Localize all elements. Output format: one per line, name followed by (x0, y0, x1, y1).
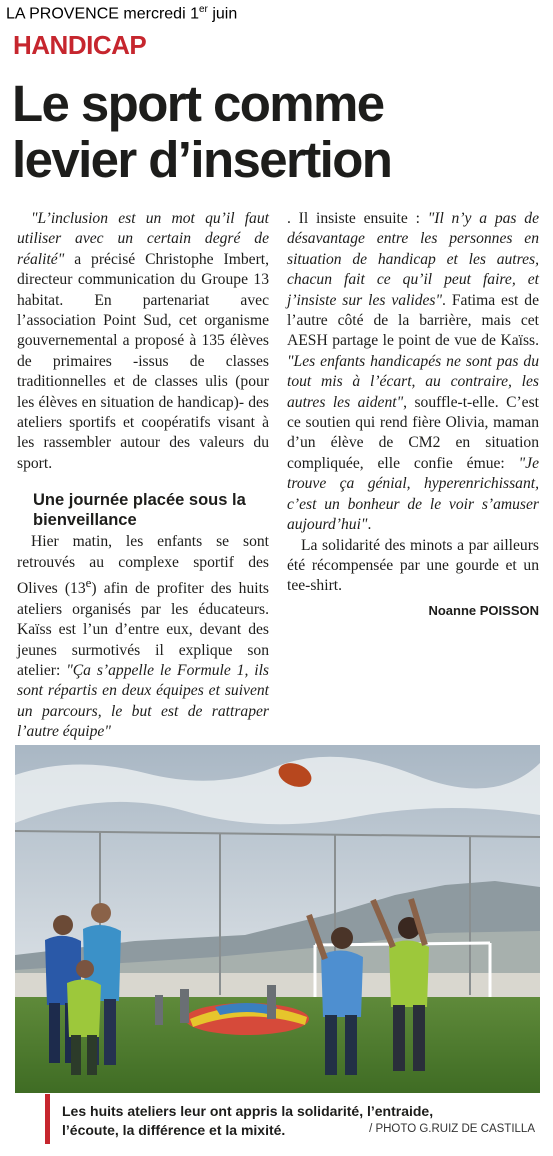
photo-illustration (15, 745, 540, 1093)
paragraph-2-text-d: . Fatima est de l’autre côté de la barrière, mais cet AESH partage le point de vue de Kaïss. (287, 291, 539, 350)
article-paragraph-3: La solidarité des minots a par ailleurs été récompensée par une gourde et un tee-shirt. (287, 536, 539, 595)
paragraph-2-text-a: Hier matin, les enfants se sont retrouvés au complexe sportif des Olives (13 (17, 533, 269, 598)
headline-line-2: levier d’insertion (12, 131, 392, 188)
article-subhead: Une journée placée sous la bienveillance (33, 491, 246, 530)
article-paragraph-1 (17, 209, 269, 474)
newspaper-name: LA PROVENCE (6, 5, 119, 23)
headline-line-1: Le sport comme (12, 75, 384, 132)
date-month: juin (212, 5, 238, 23)
photo-credit: / PHOTO G.RUIZ DE CASTILLA (369, 1123, 535, 1135)
date-text: mercredi 1 (123, 5, 199, 23)
paragraph-2-text-e: , souffle-t-elle. C’est ce soutien qui rend fière Olivia, maman d’un élève de CM2 en situation compliquée, elle confie émue: (287, 393, 539, 472)
section-rubric: HANDICAP (13, 30, 147, 60)
paragraph-2-text-b: ) afin de profiter des huits ateliers organisés par les éducateurs. Kaïss est l’un d’entre eux, devant des jeunes surmotivés il explique son atelier: (17, 580, 269, 679)
paragraph-2-text-c: . Il insiste ensuite : (287, 210, 428, 227)
article-column-right (287, 209, 539, 621)
quote-inclusion: "L’inclusion est un mot qu’il faut utiliser avec un certain degré de réalité" (17, 210, 269, 268)
caption-accent-bar (45, 1094, 50, 1144)
photo-caption: Les huits ateliers leur ont appris la solidarité, l’entraide, l’écoute, la différence et la mixité. (62, 1103, 434, 1138)
paragraph-1-text: a précisé Christophe Imbert, directeur communication du Groupe 13 habitat. En partenariat avec l’association Point Sud, cet organisme gouvernemental a proposé à 135 élèves de primaires -issus de classes traditionnelles et de classes ulis (pour les élèves en situation de handicap)- des ateliers sportifs et coopératifs visant à les rassembler autour des valeurs du sport. (17, 250, 269, 472)
article-photo (15, 745, 540, 1093)
article-byline: Noanne POISSON (428, 602, 539, 618)
quote-desavantage: "Il n’y a pas de désavantage entre les personnes en situation de handicap et les autres, chacun fait ce qu’il peut faire, et j’insiste sur les valides" (287, 210, 539, 309)
date-ordinal: er (198, 4, 208, 15)
article-paragraph-2-start (17, 532, 269, 742)
quote-enfants: "Les enfants handicapés ne sont pas du tout mis à l’écart, au contraire, les autres les aident" (287, 352, 539, 411)
article-column-left (17, 209, 269, 743)
article-paragraph-2-cont (287, 209, 539, 536)
quote-formule-1: "Ça s’appelle le Formule 1, ils sont répartis en deux équipes et suivent un parcours, le but est de rattraper l’autre équipe" (17, 661, 269, 741)
newspaper-source (6, 4, 237, 23)
article-headline (12, 76, 542, 188)
quote-olivia: "Je trouve ça génial, hyperenrichissant, c’est un bonheur de le voir s’amuser aujourd’hui" (287, 454, 539, 534)
paragraph-2-text-f: . (367, 516, 372, 534)
paragraph-2-sup: e (85, 575, 92, 591)
